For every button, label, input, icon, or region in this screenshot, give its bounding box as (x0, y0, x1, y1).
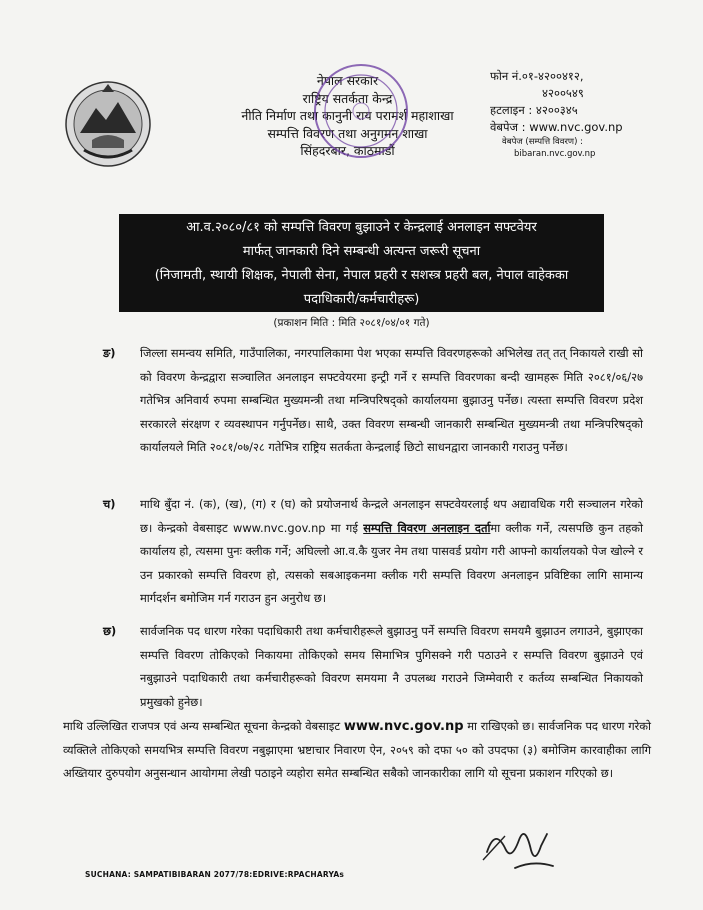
item-text: सार्वजनिक पद धारण गरेका पदाधिकारी तथा कर्मचारीहरूले बुझाउनु पर्ने सम्पत्ति विवरण समयमै बुझाउन लगाउने, बुझाएका सम्पत्ति विवरण तोकिएको निकायमा तोकिएको समय सिमाभित्र पुगिसक्ने गरी पठाउने र सम्पत्ति विवरण बुझाउने एवं नबुझाउने पदाधिकारी तथा कर्मचारीहरूको विवरण समयमा नै उपलब्ध गराउने जिम्मेवारी र कर्तव्य सम्बन्धित निकायको प्रमुखको हुनेछ। (140, 624, 643, 709)
banner-line-3: (निजामती, स्थायी शिक्षक, नेपाली सेना, नेपाल प्रहरी र सशस्त्र प्रहरी बल, नेपाल वाहेकका (154, 268, 569, 283)
division-name: नीति निर्माण तथा कानुनी राय परामर्श महाशाखा (241, 108, 454, 123)
item-marker: छ) (103, 624, 117, 638)
item-text-part: मा क्लीक गर्ने, त्यसपछि कुन तहको कार्यालय हो, त्यसमा पुनः क्लीक गर्ने; अघिल्लो आ.व.कै युजर नेम तथा पासवर्ड प्रयोग गरी आफ्नो कार्यालयको पेज खोल्ने र उन प्रकारको सम्पत्ति विवरण हो, त्यसको सबआइकनमा क्लीक गरी सम्पत्ति विवरण अनलाइन प्रविष्टिका लागि सामान्य मार्गदर्शन बमोजिम गर्न गराउन हुन अनुरोध छ। (140, 520, 643, 605)
file-reference-footer: SUCHANA: SAMPATIBIBARAN 2077/78:EDRIVE:RPACHARYAs (85, 870, 345, 879)
item-marker: च) (103, 497, 116, 511)
government-name: नेपाल सरकार (316, 73, 379, 88)
item-text: जिल्ला समन्वय समिति, गाउँपालिका, नगरपालिकामा पेश भएका सम्पत्ति विवरणहरूको अभिलेख तत् तत् निकायले राखी सो को विवरण केन्द्रद्वारा सञ्चालित अनलाइन सफ्टवेयरमा इन्ट्री गर्ने र सम्पत्ति विवरणका बन्दी खामहरू मिति २०८१/०६/२७ गतेभित्र अनिवार्य रुपमा सम्बन्धित मुख्यमन्त्री तथा मन्त्रिपरिषद्को कार्यालयमा बुझाउनु पर्नेछ। त्यस्ता सम्पत्ति विवरण प्रदेश सरकारले संरक्षण र व्यवस्थापन गर्नुपर्नेछ। साथै, उक्त विवरण सम्बन्धी जानकारी सम्बन्धित मुख्यमन्त्री तथा मन्त्रिपरिषद्को कार्यालयले मिति २०८१/०७/२८ गतेभित्र राष्ट्रिय सतर्कता केन्द्रलाई छिटो साधनद्वारा जानकारी गराउनु पर्नेछ। (140, 346, 643, 454)
webpage-asset-url: bibaran.nvc.gov.np (514, 149, 596, 159)
office-address: सिंहदरबार, काठमाडौं (300, 143, 395, 158)
webpage-asset-label: वेबपेज (सम्पत्ति विवरण) : (502, 137, 583, 147)
hotline: हटलाइन : ४२००३४५ (490, 103, 578, 117)
official-seal-stamp (308, 58, 414, 164)
contact-info (490, 68, 680, 160)
notice-item (103, 493, 643, 611)
webpage: वेबपेज : www.nvc.gov.np (490, 120, 623, 134)
banner-line-1: आ.व.२०८०/८१ को सम्पत्ति विवरण बुझाउने र केन्द्रलाई अनलाइन सफ्टवेयर (186, 220, 537, 235)
closing-text-part: माथि उल्लिखित राजपत्र एवं अन्य सम्बन्धित सूचना केन्द्रको वेबसाइट (63, 719, 344, 733)
closing-paragraph (63, 715, 651, 786)
phone-numbers-cont: ४२००५४९ (542, 86, 584, 100)
notice-item (103, 342, 643, 460)
website-address: www.nvc.gov.np (343, 719, 464, 734)
notice-title-banner (119, 214, 604, 312)
publication-date: (प्रकाशन मिति : मिति २०८१/०४/०१ गते) (273, 317, 430, 329)
phone-numbers: फोन नं.०१-४२००४१२, (490, 69, 584, 83)
item-text (140, 493, 643, 611)
online-registration-link: सम्पत्ति विवरण अनलाइन दर्ता (363, 520, 491, 535)
item-text-part: माथि बुँदा नं. (क), (ख), (ग) र (घ) को प्रयोजनार्थ केन्द्रले अनलाइन सफ्टवेयरलाई थप अद्यावधिक गरी सञ्चालन गरेको छ। केन्द्रको वेबसाइट www.nvc.gov.np मा गई (140, 497, 644, 535)
item-marker: ङ) (103, 346, 116, 360)
nepal-emblem-logo (62, 78, 154, 170)
banner-line-2: मार्फत् जानकारी दिने सम्बन्धी अत्यन्त जरूरी सूचना (242, 244, 481, 259)
notice-item (103, 620, 643, 714)
closing-text-part: मा राखिएको छ। सार्वजनिक पद धारण गरेको व्यक्तिले तोकिएको समयभित्र सम्पत्ति विवरण नबुझाएमा भ्रष्टाचार निवारण ऐन, २०५९ को दफा ५० को उपदफा (३) बमोजिम कारवाहीका लागि अख्तियार दुरुपयोग अनुसन्धान आयोगमा लेखी पठाइने व्यहोरा समेत सम्बन्धित सबैको जानकारीका लागि यो सूचना प्रकाशन गरिएको छ। (63, 719, 651, 780)
handwritten-signature (475, 810, 565, 880)
centre-name: राष्ट्रिय सतर्कता केन्द्र (302, 90, 393, 106)
banner-line-4: पदाधिकारी/कर्मचारीहरू) (303, 292, 420, 307)
section-name: सम्पत्ति विवरण तथा अनुगमन शाखा (267, 125, 428, 141)
